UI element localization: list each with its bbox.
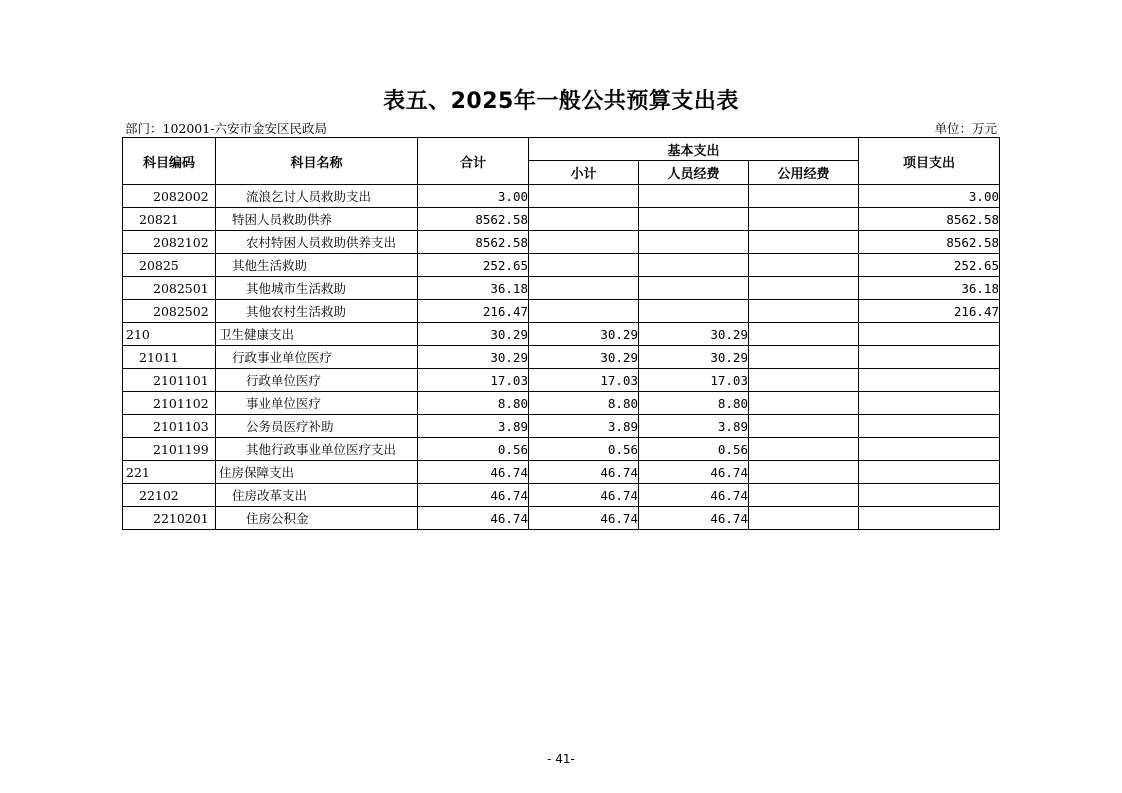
row-personnel: 8.80 [639, 392, 749, 415]
row-code: 2082002 [123, 185, 216, 208]
row-subtotal [529, 231, 639, 254]
table-body [123, 185, 1000, 530]
row-total: 36.18 [418, 277, 529, 300]
header-code: 科目编码 [123, 138, 216, 185]
row-total: 46.74 [418, 461, 529, 484]
table-row [123, 438, 1000, 461]
row-subtotal [529, 300, 639, 323]
row-project: 36.18 [859, 277, 1000, 300]
row-subtotal [529, 185, 639, 208]
row-name: 其他城市生活救助 [216, 277, 418, 300]
row-total: 252.65 [418, 254, 529, 277]
row-personnel [639, 185, 749, 208]
row-public [749, 277, 859, 300]
header-personnel: 人员经费 [639, 161, 749, 185]
row-personnel: 17.03 [639, 369, 749, 392]
row-code: 210 [123, 323, 216, 346]
table-row [123, 415, 1000, 438]
row-total: 46.74 [418, 507, 529, 530]
row-public [749, 369, 859, 392]
header-basic: 基本支出 [529, 138, 859, 161]
row-total: 30.29 [418, 323, 529, 346]
row-name: 其他行政事业单位医疗支出 [216, 438, 418, 461]
row-name: 卫生健康支出 [216, 323, 418, 346]
row-code: 20825 [123, 254, 216, 277]
row-code: 2101102 [123, 392, 216, 415]
table-row [123, 254, 1000, 277]
table-row [123, 461, 1000, 484]
table-row [123, 392, 1000, 415]
row-public [749, 346, 859, 369]
row-code: 2082502 [123, 300, 216, 323]
row-public [749, 415, 859, 438]
row-personnel: 46.74 [639, 484, 749, 507]
row-project [859, 346, 1000, 369]
row-personnel: 30.29 [639, 323, 749, 346]
row-public [749, 323, 859, 346]
row-total: 8.80 [418, 392, 529, 415]
row-code: 2101199 [123, 438, 216, 461]
row-subtotal: 30.29 [529, 323, 639, 346]
row-code: 2101101 [123, 369, 216, 392]
row-name: 事业单位医疗 [216, 392, 418, 415]
row-public [749, 484, 859, 507]
row-total: 17.03 [418, 369, 529, 392]
row-name: 行政事业单位医疗 [216, 346, 418, 369]
row-subtotal: 30.29 [529, 346, 639, 369]
row-public [749, 461, 859, 484]
table-row [123, 346, 1000, 369]
row-public [749, 254, 859, 277]
table-row [123, 507, 1000, 530]
row-personnel: 46.74 [639, 507, 749, 530]
row-public [749, 507, 859, 530]
row-name: 其他农村生活救助 [216, 300, 418, 323]
row-personnel [639, 254, 749, 277]
row-project [859, 323, 1000, 346]
table-row [123, 231, 1000, 254]
row-project [859, 438, 1000, 461]
row-name: 行政单位医疗 [216, 369, 418, 392]
row-public [749, 392, 859, 415]
row-project: 3.00 [859, 185, 1000, 208]
row-subtotal: 46.74 [529, 507, 639, 530]
department-label: 部门：102001-六安市金安区民政局 [125, 121, 327, 136]
row-total: 0.56 [418, 438, 529, 461]
row-subtotal [529, 208, 639, 231]
row-name: 住房保障支出 [216, 461, 418, 484]
row-public [749, 438, 859, 461]
row-project [859, 415, 1000, 438]
page-title: 表五、2025年一般公共预算支出表 [383, 89, 739, 114]
table-row [123, 323, 1000, 346]
row-total: 8562.58 [418, 208, 529, 231]
table-row [123, 185, 1000, 208]
row-total: 8562.58 [418, 231, 529, 254]
table-row [123, 369, 1000, 392]
row-public [749, 300, 859, 323]
row-subtotal: 17.03 [529, 369, 639, 392]
row-code: 2101103 [123, 415, 216, 438]
row-personnel [639, 277, 749, 300]
row-public [749, 231, 859, 254]
row-personnel: 46.74 [639, 461, 749, 484]
row-personnel [639, 231, 749, 254]
unit-label: 单位：万元 [934, 121, 997, 136]
row-project: 216.47 [859, 300, 1000, 323]
row-project [859, 484, 1000, 507]
row-project [859, 461, 1000, 484]
row-code: 2082102 [123, 231, 216, 254]
table-row [123, 208, 1000, 231]
row-code: 22102 [123, 484, 216, 507]
header-project: 项目支出 [859, 138, 1000, 185]
row-personnel [639, 208, 749, 231]
table-row [123, 300, 1000, 323]
row-total: 3.89 [418, 415, 529, 438]
budget-expenditure-table [122, 137, 1000, 530]
row-name: 公务员医疗补助 [216, 415, 418, 438]
row-code: 221 [123, 461, 216, 484]
header-total: 合计 [418, 138, 529, 185]
row-project: 8562.58 [859, 208, 1000, 231]
row-name: 其他生活救助 [216, 254, 418, 277]
row-code: 2082501 [123, 277, 216, 300]
row-subtotal [529, 254, 639, 277]
row-total: 3.00 [418, 185, 529, 208]
row-code: 2210201 [123, 507, 216, 530]
row-subtotal: 46.74 [529, 461, 639, 484]
row-total: 30.29 [418, 346, 529, 369]
row-personnel: 0.56 [639, 438, 749, 461]
table-row [123, 277, 1000, 300]
row-personnel: 30.29 [639, 346, 749, 369]
row-subtotal: 3.89 [529, 415, 639, 438]
row-total: 46.74 [418, 484, 529, 507]
row-personnel: 3.89 [639, 415, 749, 438]
row-subtotal: 0.56 [529, 438, 639, 461]
row-project: 8562.58 [859, 231, 1000, 254]
row-name: 住房改革支出 [216, 484, 418, 507]
header-name: 科目名称 [216, 138, 418, 185]
row-name: 农村特困人员救助供养支出 [216, 231, 418, 254]
row-public [749, 185, 859, 208]
row-subtotal: 8.80 [529, 392, 639, 415]
row-project: 252.65 [859, 254, 1000, 277]
row-subtotal: 46.74 [529, 484, 639, 507]
header-subtotal: 小计 [529, 161, 639, 185]
row-name: 住房公积金 [216, 507, 418, 530]
row-subtotal [529, 277, 639, 300]
page-number: - 41- [547, 752, 575, 766]
row-project [859, 507, 1000, 530]
table-row [123, 484, 1000, 507]
row-total: 216.47 [418, 300, 529, 323]
row-public [749, 208, 859, 231]
row-project [859, 369, 1000, 392]
row-personnel [639, 300, 749, 323]
row-code: 21011 [123, 346, 216, 369]
row-code: 20821 [123, 208, 216, 231]
row-name: 流浪乞讨人员救助支出 [216, 185, 418, 208]
row-name: 特困人员救助供养 [216, 208, 418, 231]
row-project [859, 392, 1000, 415]
header-public: 公用经费 [749, 161, 859, 185]
